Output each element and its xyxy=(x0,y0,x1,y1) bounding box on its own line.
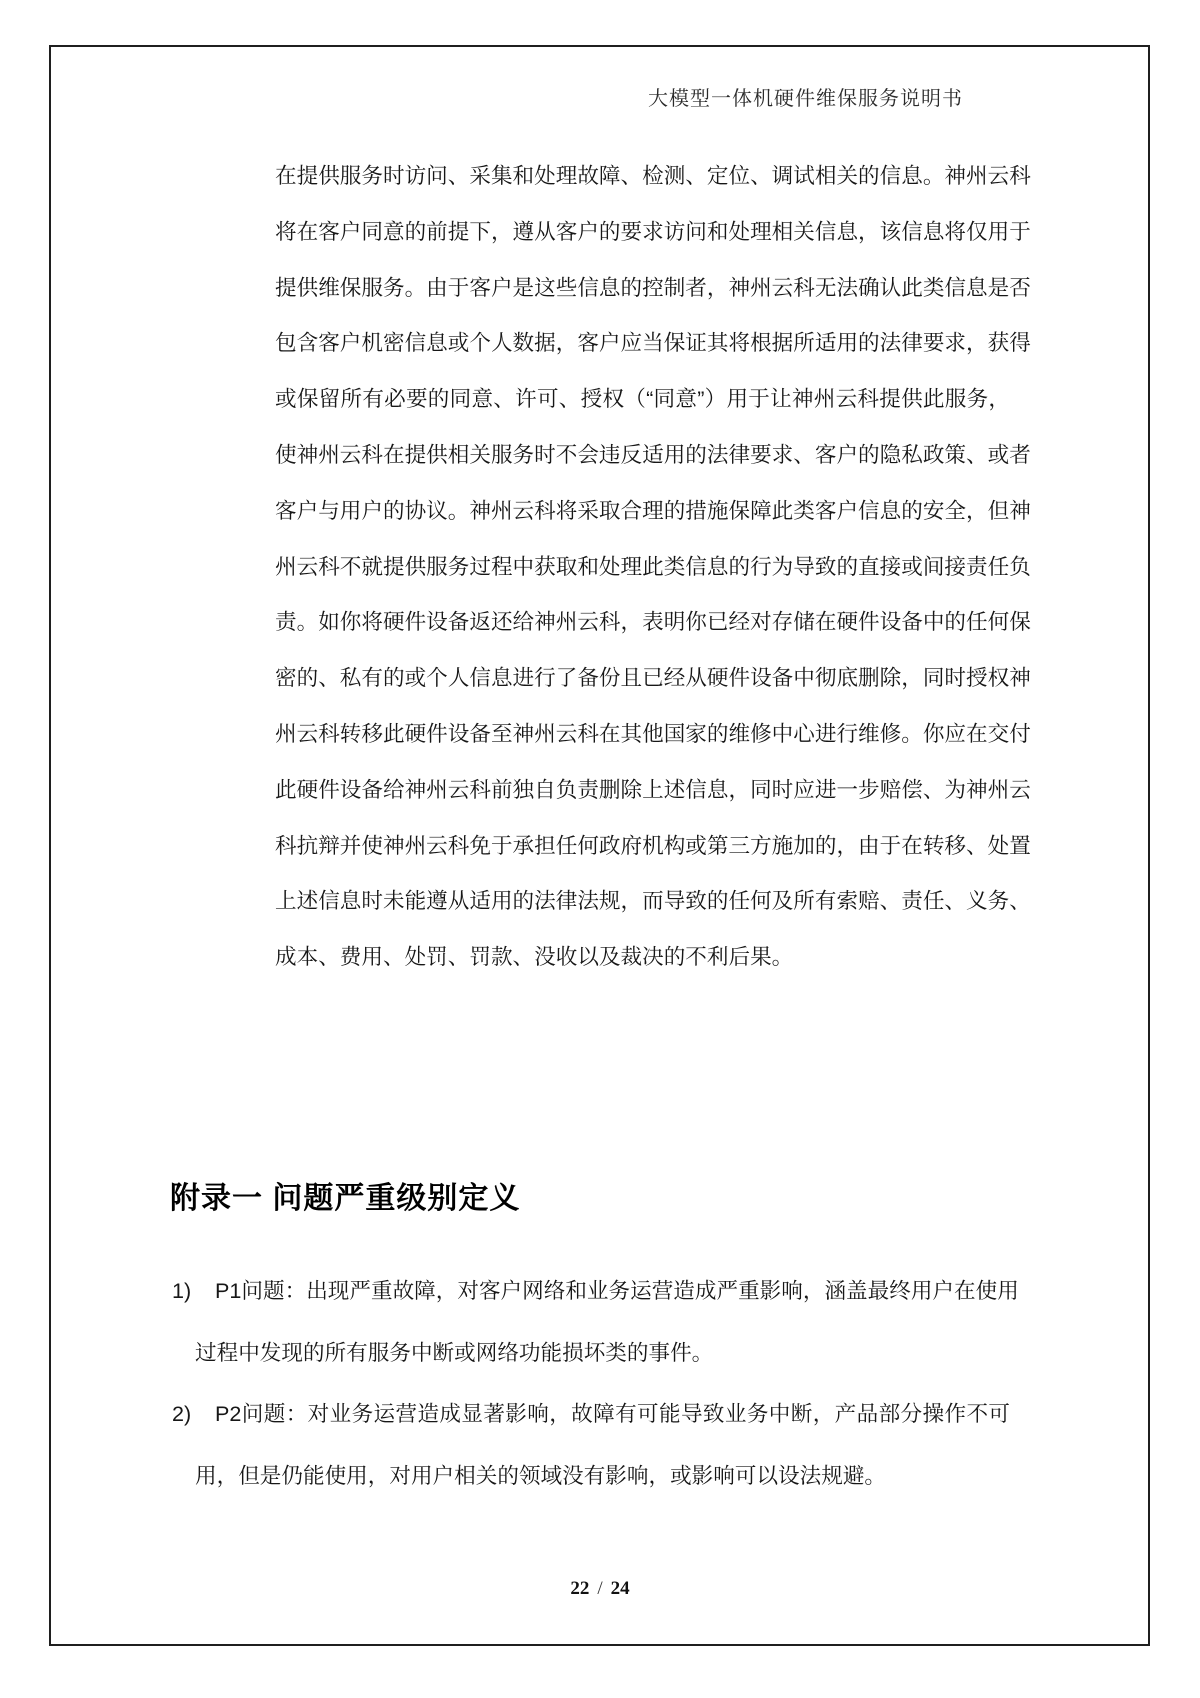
paragraph-line: 提供维保服务。由于客户是这些信息的控制者，神州云科无法确认此类信息是否 xyxy=(275,274,1031,300)
list-item-text-line: P2问题：对业务运营造成显著影响，故障有可能导致业务中断，产品部分操作不可 xyxy=(215,1401,1010,1426)
list-item-marker: 2) xyxy=(172,1401,192,1426)
current-page-number: 22 xyxy=(570,1578,590,1599)
list-item-text-line: 用，但是仍能使用，对用户相关的领域没有影响，或影响可以设法规避。 xyxy=(195,1462,887,1488)
paragraph-line: 上述信息时未能遵从适用的法律法规，而导致的任何及所有索赔、责任、义务、 xyxy=(275,888,1031,914)
paragraph-line: 在提供服务时访问、采集和处理故障、检测、定位、调试相关的信息。神州云科 xyxy=(275,163,1031,188)
list-item-marker: 1) xyxy=(172,1278,192,1303)
page-header xyxy=(49,82,963,111)
severity-definition-list xyxy=(170,1260,1019,1506)
list-item-p1 xyxy=(170,1260,1019,1383)
paragraph-line: 或保留所有必要的同意、许可、授权（“同意”）用于让神州云科提供此服务， xyxy=(275,386,1010,412)
paragraph-line: 将在客户同意的前提下，遵从客户的要求访问和处理相关信息，该信息将仅用于 xyxy=(275,218,1031,244)
paragraph-line: 州云科不就提供服务过程中获取和处理此类信息的行为导致的直接或间接责任负 xyxy=(275,553,1031,579)
paragraph-line: 科抗辩并使神州云科免于承担任何政府机构或第三方施加的，由于在转移、处置 xyxy=(275,832,1031,858)
page-footer xyxy=(0,1578,1200,1600)
paragraph-line: 使神州云科在提供相关服务时不会违反适用的法律要求、客户的隐私政策、或者 xyxy=(275,441,1031,467)
paragraph-line: 成本、费用、处罚、罚款、没收以及裁决的不利后果。 xyxy=(275,944,794,970)
list-item-text-line: P1问题：出现严重故障，对客户网络和业务运营造成严重影响，涵盖最终用户在使用 xyxy=(215,1278,1019,1303)
appendix-heading: 附录一 问题严重级别定义 xyxy=(170,1182,521,1215)
list-item-p2 xyxy=(170,1383,1010,1506)
paragraph-line: 客户与用户的协议。神州云科将采取合理的措施保障此类客户信息的安全，但神 xyxy=(275,497,1031,523)
paragraph-line: 密的、私有的或个人信息进行了备份且已经从硬件设备中彻底删除，同时授权神 xyxy=(275,665,1031,691)
paragraph-line: 责。如你将硬件设备返还给神州云科，表明你已经对存储在硬件设备中的任何保 xyxy=(275,609,1031,635)
total-page-number: 24 xyxy=(610,1578,630,1599)
body-paragraph xyxy=(275,148,1031,985)
header-title: 大模型一体机硬件维保服务说明书 xyxy=(648,88,963,110)
page-number-separator: / xyxy=(597,1578,603,1599)
paragraph-line: 州云科转移此硬件设备至神州云科在其他国家的维修中心进行维修。你应在交付 xyxy=(275,720,1031,746)
paragraph-line: 此硬件设备给神州云科前独自负责删除上述信息，同时应进一步赔偿、为神州云 xyxy=(275,776,1031,802)
paragraph-line: 包含客户机密信息或个人数据，客户应当保证其将根据所适用的法律要求，获得 xyxy=(275,330,1031,356)
list-item-text-line: 过程中发现的所有服务中断或网络功能损坏类的事件。 xyxy=(195,1339,714,1365)
